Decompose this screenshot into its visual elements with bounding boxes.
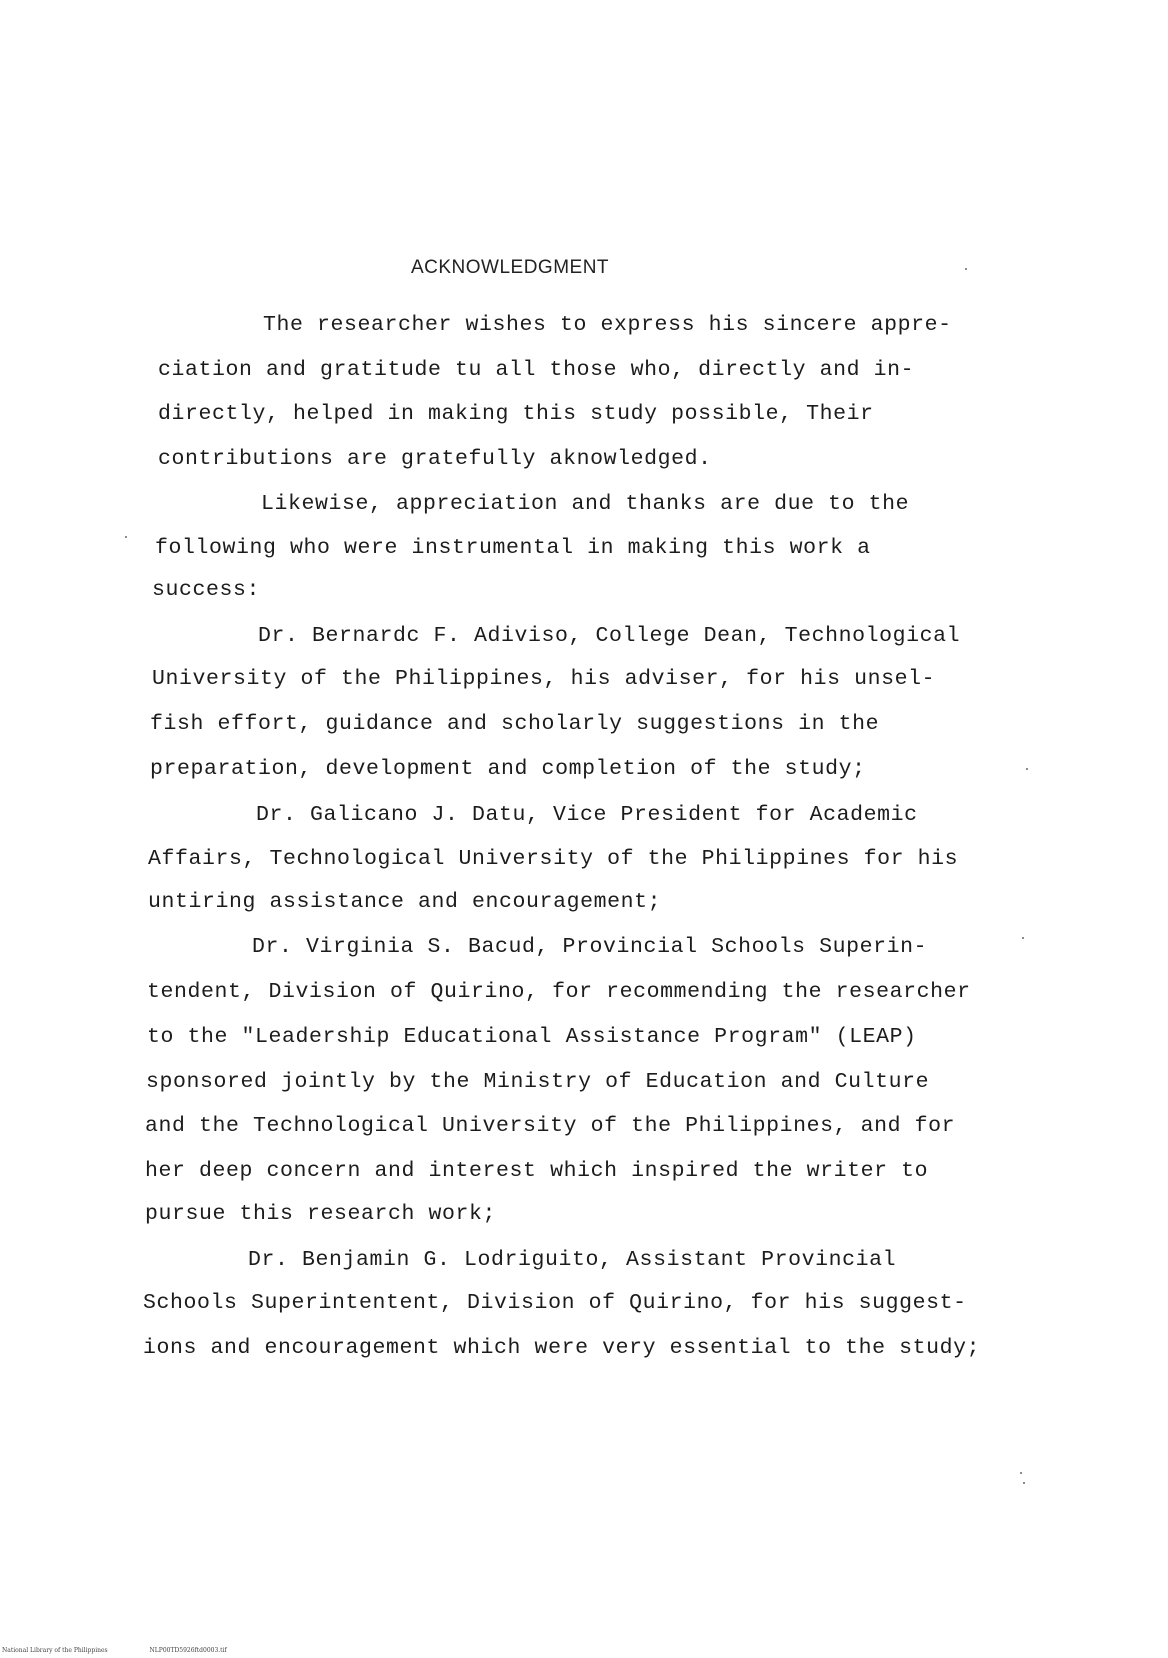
text-line: Dr. Bernardc F. Adiviso, College Dean, Technological bbox=[258, 624, 961, 648]
text-line: to the "Leadership Educational Assistance Program" (LEAP) bbox=[147, 1025, 917, 1049]
scan-speck bbox=[1026, 768, 1028, 770]
text-line: and the Technological University of the Philippines, and for bbox=[145, 1114, 956, 1138]
text-line: Likewise, appreciation and thanks are due to the bbox=[261, 492, 910, 516]
text-line: sponsored jointly by the Ministry of Education and Culture bbox=[146, 1070, 930, 1094]
text-line: fish effort, guidance and scholarly suggestions in the bbox=[150, 712, 880, 736]
text-line: following who were instrumental in making this work a bbox=[155, 536, 871, 560]
scan-speck bbox=[1022, 937, 1024, 939]
text-line: University of the Philippines, his adviser, for his unsel- bbox=[152, 667, 936, 691]
text-line: ciation and gratitude tu all those who, directly and in- bbox=[158, 358, 915, 382]
text-line: directly, helped in making this study possible, Their bbox=[158, 402, 874, 426]
scan-speck bbox=[125, 536, 127, 538]
text-line: tendent, Division of Quirino, for recommending the researcher bbox=[147, 980, 971, 1004]
scan-speck bbox=[965, 268, 967, 270]
text-line: preparation, development and completion of the study; bbox=[150, 757, 866, 781]
text-line: untiring assistance and encouragement; bbox=[148, 890, 662, 914]
footer-library: National Library of the Philippines bbox=[2, 1647, 108, 1654]
text-line: her deep concern and interest which inspired the writer to bbox=[145, 1159, 929, 1183]
footer-file: NLP00TD5926ftd0003.tif bbox=[149, 1647, 227, 1654]
page-title: ACKNOWLEDGMENT bbox=[410, 257, 610, 278]
text-line: pursue this research work; bbox=[145, 1202, 497, 1226]
text-line: Affairs, Technological University of the Philippines for his bbox=[148, 847, 959, 871]
text-line: Schools Superintentent, Division of Quirino, for his suggest- bbox=[143, 1291, 967, 1315]
text-line: contributions are gratefully aknowledged. bbox=[158, 447, 712, 471]
scan-footer bbox=[2, 1647, 267, 1654]
text-line: The researcher wishes to express his sincere appre- bbox=[263, 313, 952, 337]
text-line: Dr. Virginia S. Bacud, Provincial Schools Superin- bbox=[252, 935, 928, 959]
text-line: Dr. Benjamin G. Lodriguito, Assistant Provincial bbox=[248, 1248, 897, 1272]
text-line: ions and encouragement which were very essential to the study; bbox=[143, 1336, 981, 1360]
scan-speck bbox=[1020, 1472, 1022, 1474]
text-line: success: bbox=[152, 578, 261, 602]
scan-speck bbox=[1023, 1482, 1025, 1484]
text-line: Dr. Galicano J. Datu, Vice President for Academic bbox=[256, 803, 918, 827]
